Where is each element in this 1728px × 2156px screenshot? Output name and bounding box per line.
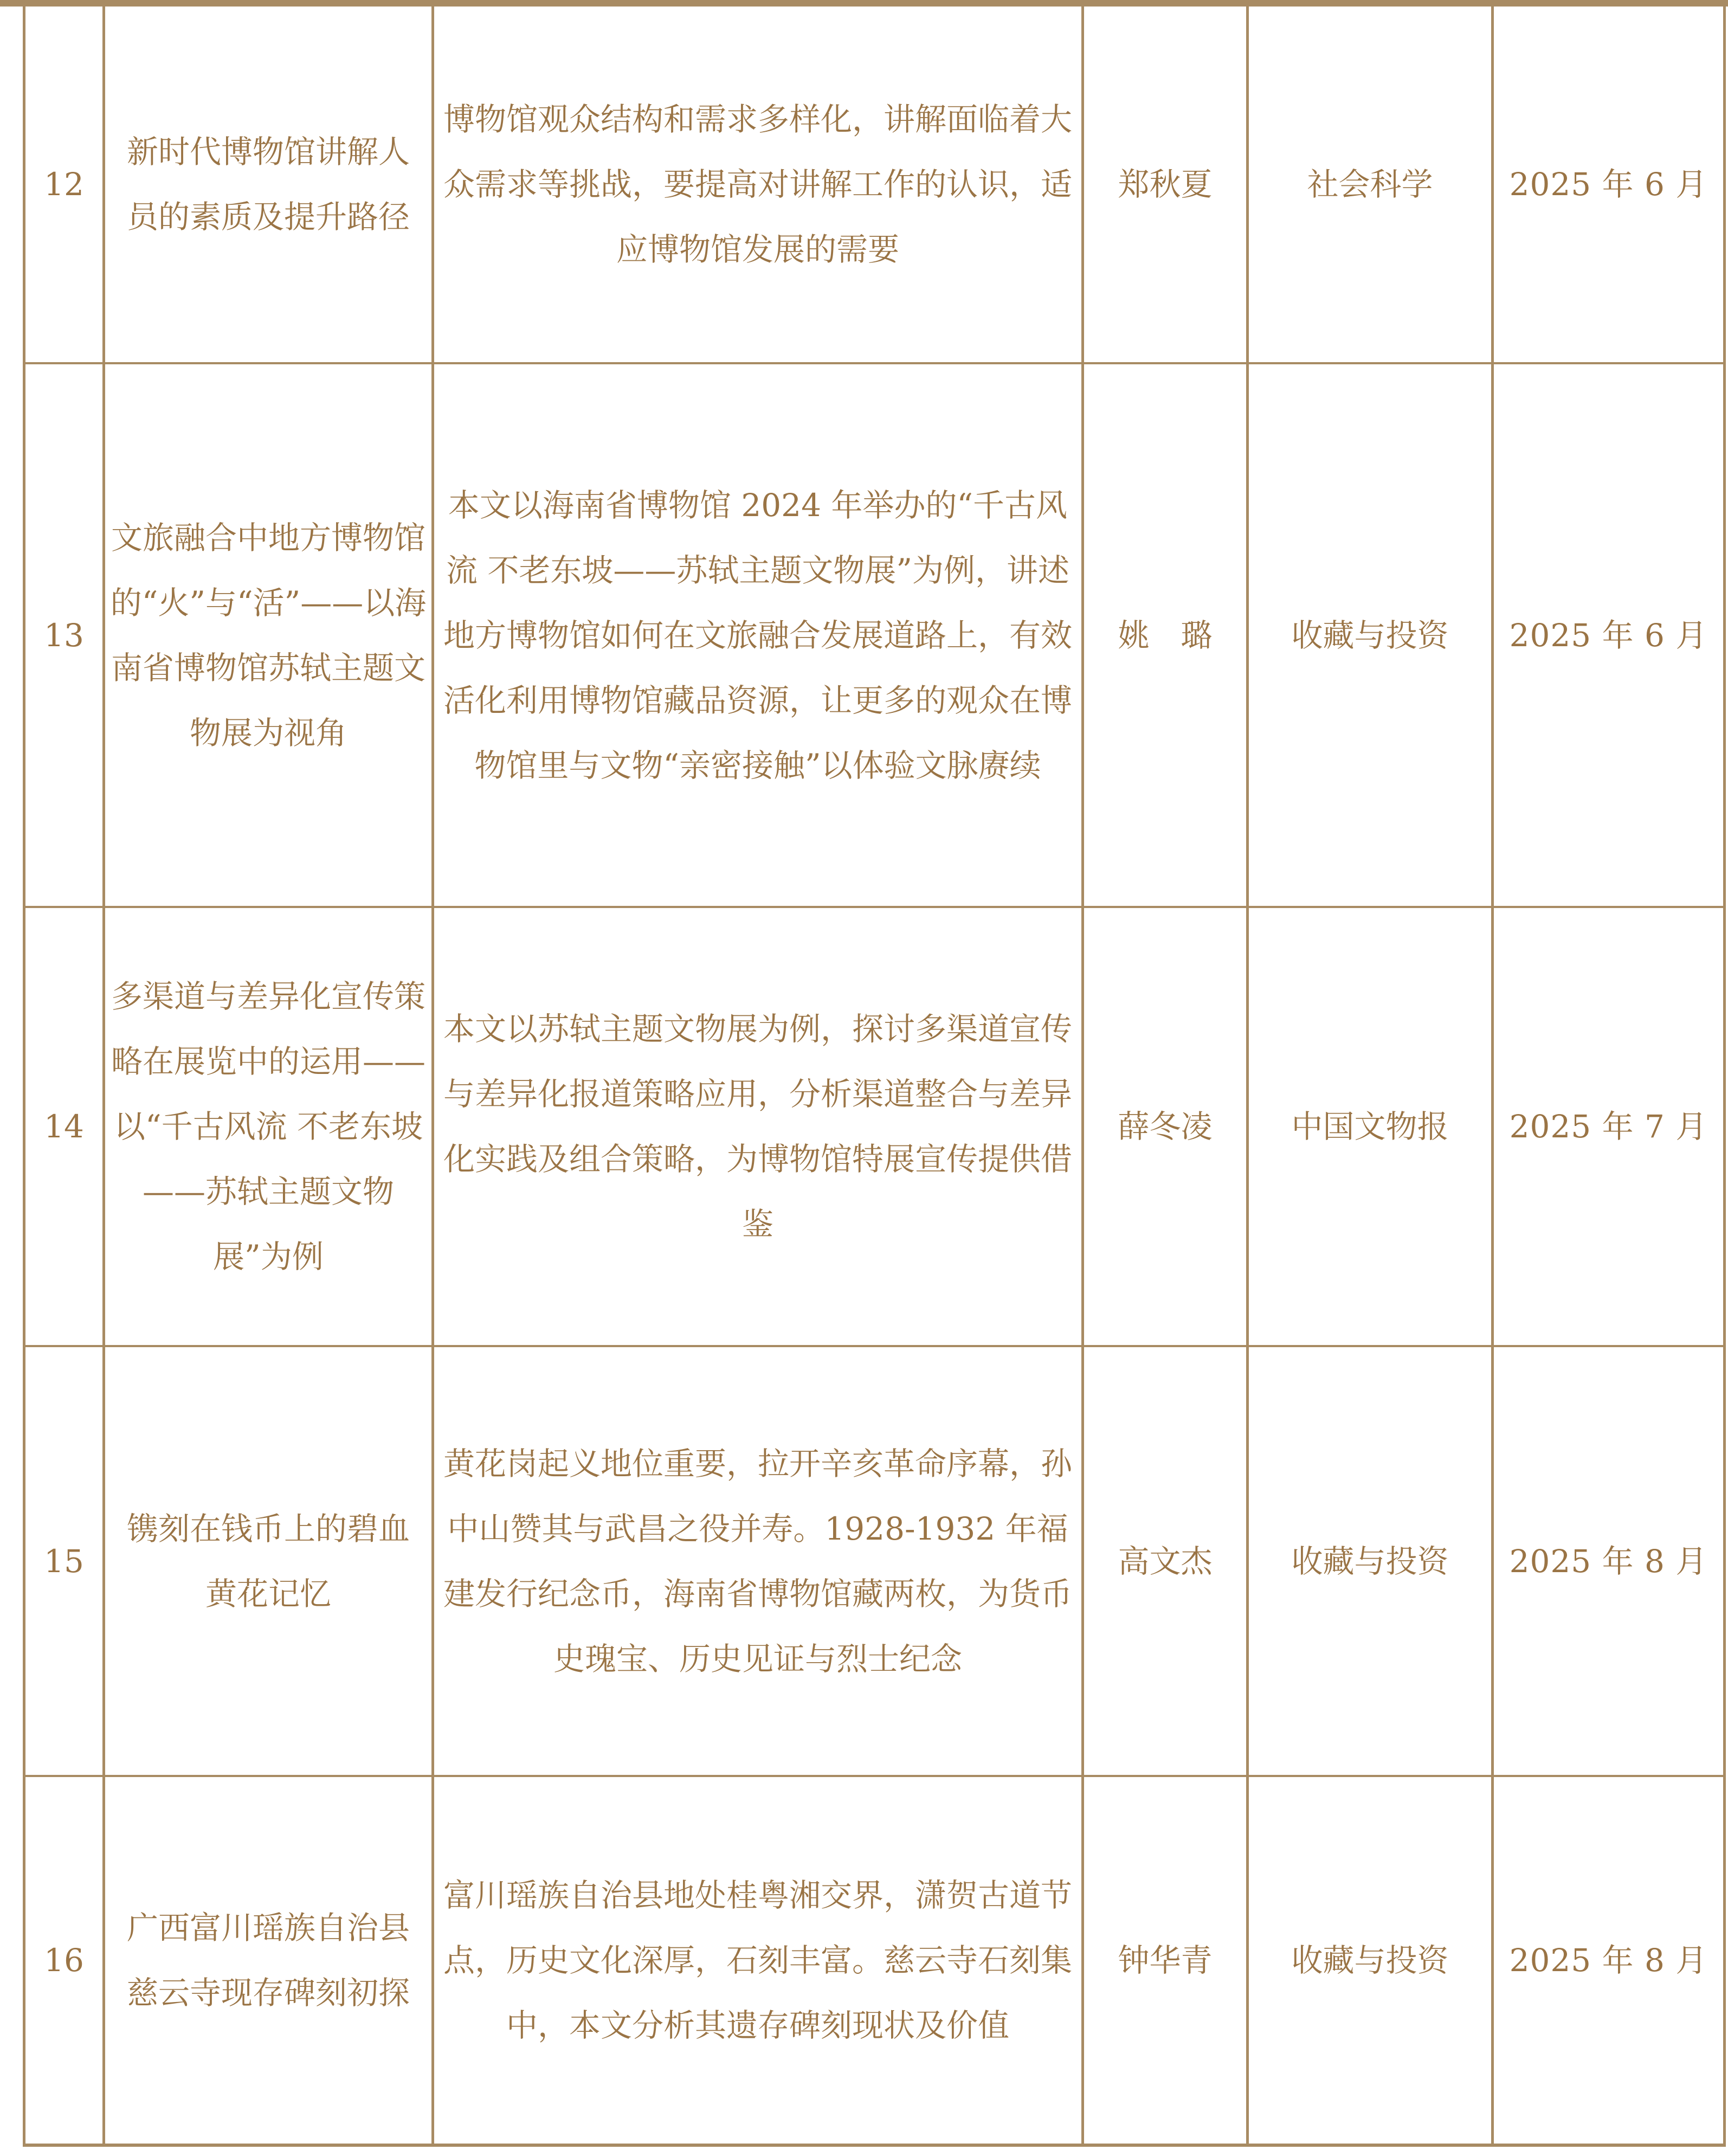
paper-date: 2025 年 8 月 xyxy=(1493,1776,1725,2145)
table-row xyxy=(24,907,1725,1346)
paper-journal: 收藏与投资 xyxy=(1248,1346,1493,1776)
paper-author: 姚 璐 xyxy=(1083,363,1248,907)
paper-title: 新时代博物馆讲解人员的素质及提升路径 xyxy=(104,7,433,363)
paper-date: 2025 年 7 月 xyxy=(1493,907,1725,1346)
paper-title: 多渠道与差异化宣传策略在展览中的运用——以“千古风流 不老东坡——苏轼主题文物展”为例 xyxy=(104,907,433,1346)
paper-journal: 中国文物报 xyxy=(1248,907,1493,1346)
table-row xyxy=(24,363,1725,907)
paper-author: 钟华青 xyxy=(1083,1776,1248,2145)
paper-title: 镌刻在钱币上的碧血黄花记忆 xyxy=(104,1346,433,1776)
table-row xyxy=(24,7,1725,363)
row-number: 15 xyxy=(24,1346,104,1776)
paper-journal: 收藏与投资 xyxy=(1248,363,1493,907)
paper-summary: 本文以苏轼主题文物展为例，探讨多渠道宣传与差异化报道策略应用，分析渠道整合与差异化实践及组合策略，为博物馆特展宣传提供借鉴 xyxy=(433,907,1083,1346)
paper-summary: 富川瑶族自治县地处桂粤湘交界，潇贺古道节点，历史文化深厚，石刻丰富。慈云寺石刻集中，本文分析其遗存碑刻现状及价值 xyxy=(433,1776,1083,2145)
paper-summary: 本文以海南省博物馆 2024 年举办的“千古风流 不老东坡——苏轼主题文物展”为例，讲述地方博物馆如何在文旅融合发展道路上，有效活化利用博物馆藏品资源，让更多的观众在博物馆里与文物“亲密接触”以体验文脉赓续 xyxy=(433,363,1083,907)
paper-date: 2025 年 6 月 xyxy=(1493,363,1725,907)
row-number: 12 xyxy=(24,7,104,363)
paper-journal: 社会科学 xyxy=(1248,7,1493,363)
paper-author: 郑秋夏 xyxy=(1083,7,1248,363)
paper-title: 广西富川瑶族自治县慈云寺现存碑刻初探 xyxy=(104,1776,433,2145)
paper-author: 高文杰 xyxy=(1083,1346,1248,1776)
table-row xyxy=(24,1346,1725,1776)
table-top-border xyxy=(0,0,1728,7)
row-number: 16 xyxy=(24,1776,104,2145)
paper-author: 薛冬凌 xyxy=(1083,907,1248,1346)
paper-summary: 博物馆观众结构和需求多样化，讲解面临着大众需求等挑战，要提高对讲解工作的认识，适应博物馆发展的需要 xyxy=(433,7,1083,363)
row-number: 14 xyxy=(24,907,104,1346)
paper-journal: 收藏与投资 xyxy=(1248,1776,1493,2145)
paper-summary: 黄花岗起义地位重要，拉开辛亥革命序幕，孙中山赞其与武昌之役并寿。1928-1932 年福建发行纪念币，海南省博物馆藏两枚，为货币史瑰宝、历史见证与烈士纪念 xyxy=(433,1346,1083,1776)
paper-date: 2025 年 8 月 xyxy=(1493,1346,1725,1776)
paper-title: 文旅融合中地方博物馆的“火”与“活”——以海南省博物馆苏轼主题文物展为视角 xyxy=(104,363,433,907)
table-row xyxy=(24,1776,1725,2145)
papers-table xyxy=(23,7,1726,2147)
row-number: 13 xyxy=(24,363,104,907)
paper-date: 2025 年 6 月 xyxy=(1493,7,1725,363)
